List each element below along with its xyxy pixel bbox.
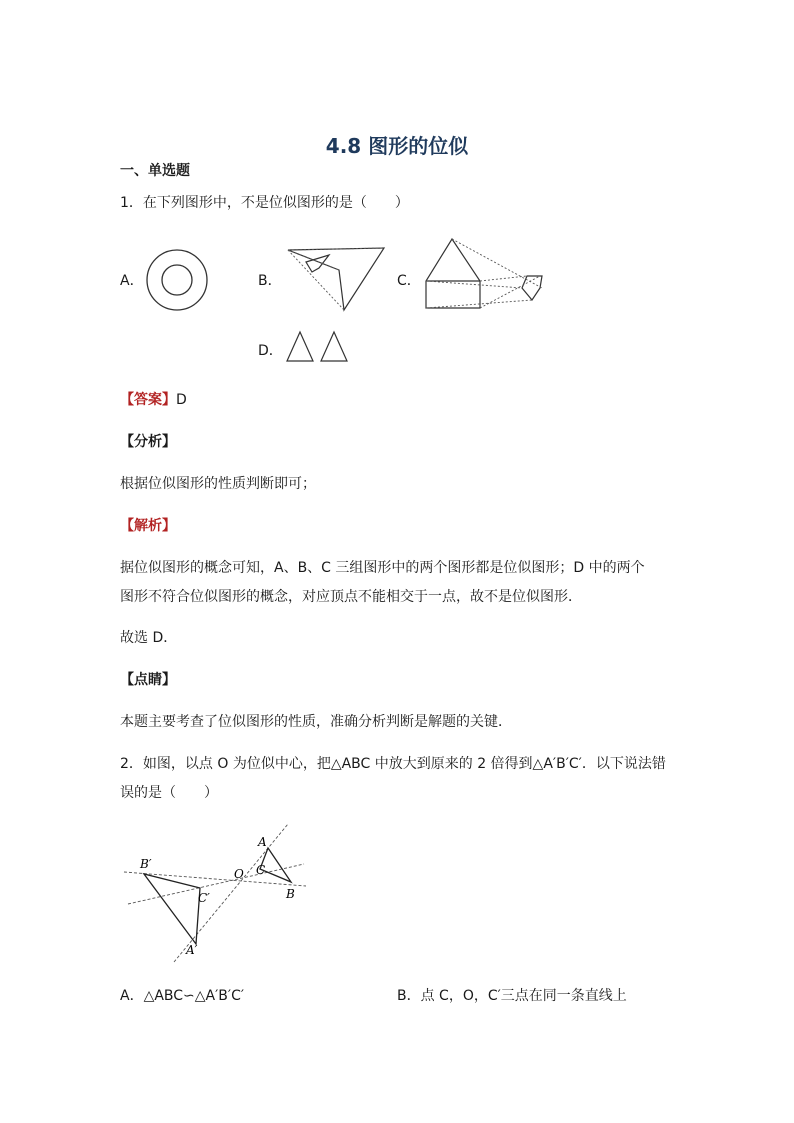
q1-option-b-label: B． bbox=[258, 273, 282, 289]
label-c: C bbox=[256, 863, 266, 877]
page-title: 4.8 图形的位似 bbox=[325, 134, 469, 158]
label-a-prime: A′ bbox=[186, 943, 198, 957]
q1-analysis-tag: 【分析】 bbox=[120, 434, 176, 450]
q1-option-d-figure bbox=[286, 330, 350, 364]
answer-tag: 【答案】 bbox=[120, 392, 176, 408]
q1-comment-tag: 【点睛】 bbox=[120, 672, 176, 688]
q1-explain-line2: 图形不符合位似图形的概念，对应顶点不能相交于一点，故不是位似图形． bbox=[120, 589, 582, 605]
q1-option-a-label: A． bbox=[120, 273, 144, 289]
q1-analysis: 根据位似图形的性质判断即可； bbox=[120, 476, 316, 492]
q1-option-c-figure bbox=[422, 236, 547, 314]
q1-option-d-label: D． bbox=[258, 343, 283, 359]
label-b-prime: B′ bbox=[140, 857, 152, 871]
label-o: O bbox=[234, 867, 244, 881]
label-a: A bbox=[258, 835, 267, 849]
q1-stem: 1．在下列图形中，不是位似图形的是（ ） bbox=[120, 195, 409, 211]
q1-option-b-figure bbox=[284, 240, 394, 315]
label-b: B bbox=[286, 887, 295, 901]
q1-answer bbox=[120, 390, 187, 410]
q2-option-a: A．△ABC∽△A′B′C′ bbox=[120, 988, 245, 1004]
q1-explain-tag: 【解析】 bbox=[120, 518, 176, 534]
section-heading: 一、单选题 bbox=[120, 163, 190, 179]
q1-comment: 本题主要考查了位似图形的性质，准确分析判断是解题的关键． bbox=[120, 714, 512, 730]
q2-stem-line1: 2．如图，以点 O 为位似中心，把△ABC 中放大到原来的 2 倍得到△A′B′C′．以下说法错 bbox=[120, 756, 666, 772]
q1-choose: 故选 D． bbox=[120, 630, 178, 646]
q1-option-c-label: C． bbox=[397, 273, 421, 289]
answer-value: D bbox=[176, 392, 187, 408]
q2-option-b: B．点 C，O，C′三点在同一条直线上 bbox=[397, 988, 627, 1004]
q2-stem-line2: 误的是（ ） bbox=[120, 785, 218, 801]
q1-explain-line1: 据位似图形的概念可知，A、B、C 三组图形中的两个图形都是位似图形；D 中的两个 bbox=[120, 560, 645, 576]
label-c-prime: C′ bbox=[198, 891, 210, 905]
q1-option-a-figure bbox=[145, 248, 209, 312]
q2-figure bbox=[120, 820, 310, 965]
